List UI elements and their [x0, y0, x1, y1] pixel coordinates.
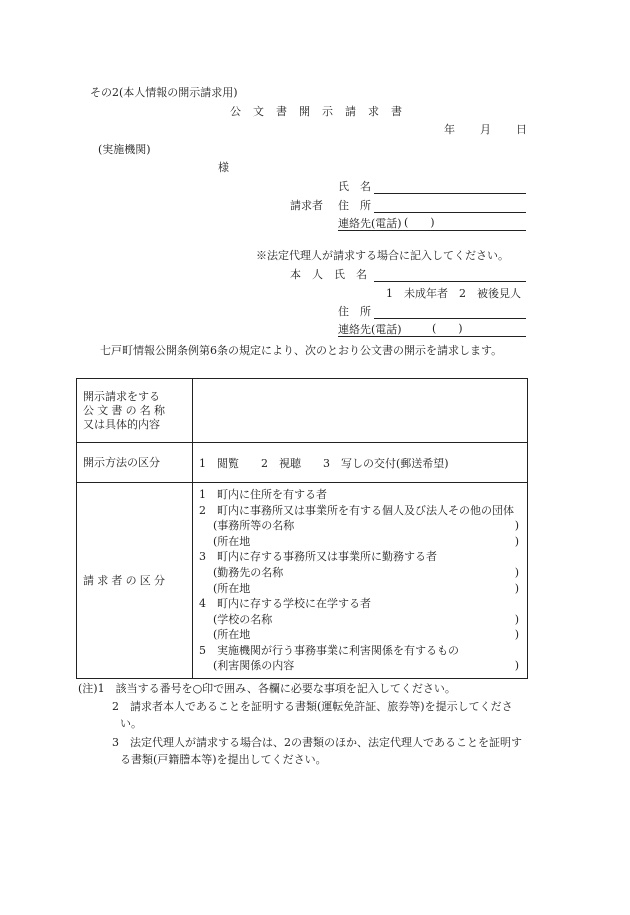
requester-group-label: 請求者	[290, 199, 323, 212]
agency-label: (実施機関)	[98, 143, 151, 156]
proxy-address-label: 住 所	[338, 305, 371, 318]
doc-label-line-2: 公文書の名称	[83, 403, 169, 417]
page-title: 公文書開示請求書	[230, 105, 414, 118]
request-table	[76, 378, 528, 679]
proxy-status-options[interactable]: 1 未成年者 2 被後見人	[386, 287, 521, 300]
form-label: その2(本人情報の開示請求用)	[90, 86, 238, 99]
requester-name-field[interactable]	[374, 193, 526, 194]
class-item-text: 3 町内に存する事務所又は事業所に勤務する者	[199, 550, 437, 564]
class-detail-row[interactable]	[199, 658, 521, 674]
proxy-person-name-label: 本 人 氏 名	[290, 268, 367, 281]
proxy-contact-paren: ( )	[432, 322, 463, 335]
class-item-text: (勤務先の名称	[213, 565, 284, 579]
requester-contact-label: 連絡先(電話)	[338, 217, 402, 230]
doc-name-field[interactable]	[193, 379, 528, 443]
note-2-line-1: 2 請求者本人であることを証明する書類(運転免許証、旅券等)を提示してくださ	[112, 700, 513, 713]
proxy-address-field[interactable]	[374, 318, 526, 319]
class-item-close-paren: )	[514, 519, 519, 533]
doc-name-label-cell	[77, 379, 193, 443]
class-detail-row[interactable]	[199, 534, 521, 550]
class-option-row[interactable]	[199, 487, 521, 503]
class-item-text: (所在地	[213, 581, 251, 595]
class-item-text: 2 町内に事務所又は事業所を有する個人及び法人その他の団体	[199, 503, 514, 517]
class-items-cell[interactable]	[193, 483, 528, 679]
date-year-label: 年	[444, 123, 455, 136]
class-option-row[interactable]	[199, 549, 521, 565]
method-options[interactable]: 1 閲覧 2 視聴 3 写しの交付(郵送希望)	[199, 456, 449, 470]
note-3-line-2: る書類(戸籍謄本等)を提出してください。	[120, 753, 327, 766]
class-item-close-paren: )	[514, 581, 519, 595]
class-item-text: 1 町内に住所を有する者	[199, 487, 327, 501]
class-option-row[interactable]	[199, 596, 521, 612]
note-1: (注)1 該当する番号を○印で囲み、各欄に必要な事項を記入してください。	[78, 682, 456, 695]
class-option-row[interactable]	[199, 643, 521, 659]
class-option-row[interactable]	[199, 503, 521, 519]
class-item-text: 4 町内に存する学校に在学する者	[199, 597, 371, 611]
doc-label-line-3: 又は具体的内容	[83, 417, 160, 431]
class-detail-row[interactable]	[199, 565, 521, 581]
doc-label-line-1: 開示請求をする	[83, 389, 160, 403]
honorific-label: 様	[218, 161, 229, 174]
requester-contact-field[interactable]	[338, 230, 526, 231]
class-detail-row[interactable]	[199, 612, 521, 628]
proxy-contact-label: 連絡先(電話)	[338, 323, 402, 336]
proxy-contact-field[interactable]	[338, 336, 526, 337]
class-item-text: (利害関係の内容	[213, 659, 295, 673]
method-label: 開示方法の区分	[83, 455, 160, 469]
proxy-notice: ※法定代理人が請求する場合に記入してください。	[256, 249, 509, 262]
class-items-list	[199, 487, 521, 674]
class-label-cell	[77, 483, 193, 679]
date-month-label: 月	[480, 123, 491, 136]
class-item-close-paren: )	[514, 612, 519, 626]
requester-contact-paren: ( )	[404, 216, 435, 229]
note-2-line-2: い。	[120, 717, 142, 730]
class-item-text: (所在地	[213, 628, 251, 642]
date-day-label: 日	[516, 123, 527, 136]
class-item-close-paren: )	[514, 659, 519, 673]
class-item-text: (学校の名称	[213, 612, 273, 626]
class-detail-row[interactable]	[199, 518, 521, 534]
class-label: 請求者の区分	[83, 573, 169, 587]
requester-address-field[interactable]	[374, 212, 526, 213]
requester-name-label: 氏 名	[338, 180, 371, 193]
class-detail-row[interactable]	[199, 627, 521, 643]
class-item-close-paren: )	[514, 534, 519, 548]
intro-text: 七戸町情報公開条例第6条の規定により、次のとおり公文書の開示を請求します。	[100, 344, 503, 357]
class-item-text: 5 実施機関が行う事務事業に利害関係を有するもの	[199, 643, 459, 657]
requester-address-label: 住 所	[338, 199, 371, 212]
class-item-text: (所在地	[213, 534, 251, 548]
class-item-close-paren: )	[514, 628, 519, 642]
note-3-line-1: 3 法定代理人が請求する場合は、2の書類のほか、法定代理人であることを証明す	[112, 736, 522, 749]
class-item-close-paren: )	[514, 565, 519, 579]
method-label-cell	[77, 443, 193, 483]
method-options-cell[interactable]	[193, 443, 528, 483]
proxy-person-name-field[interactable]	[374, 281, 526, 282]
class-detail-row[interactable]	[199, 581, 521, 597]
class-item-text: (事務所等の名称	[213, 519, 295, 533]
